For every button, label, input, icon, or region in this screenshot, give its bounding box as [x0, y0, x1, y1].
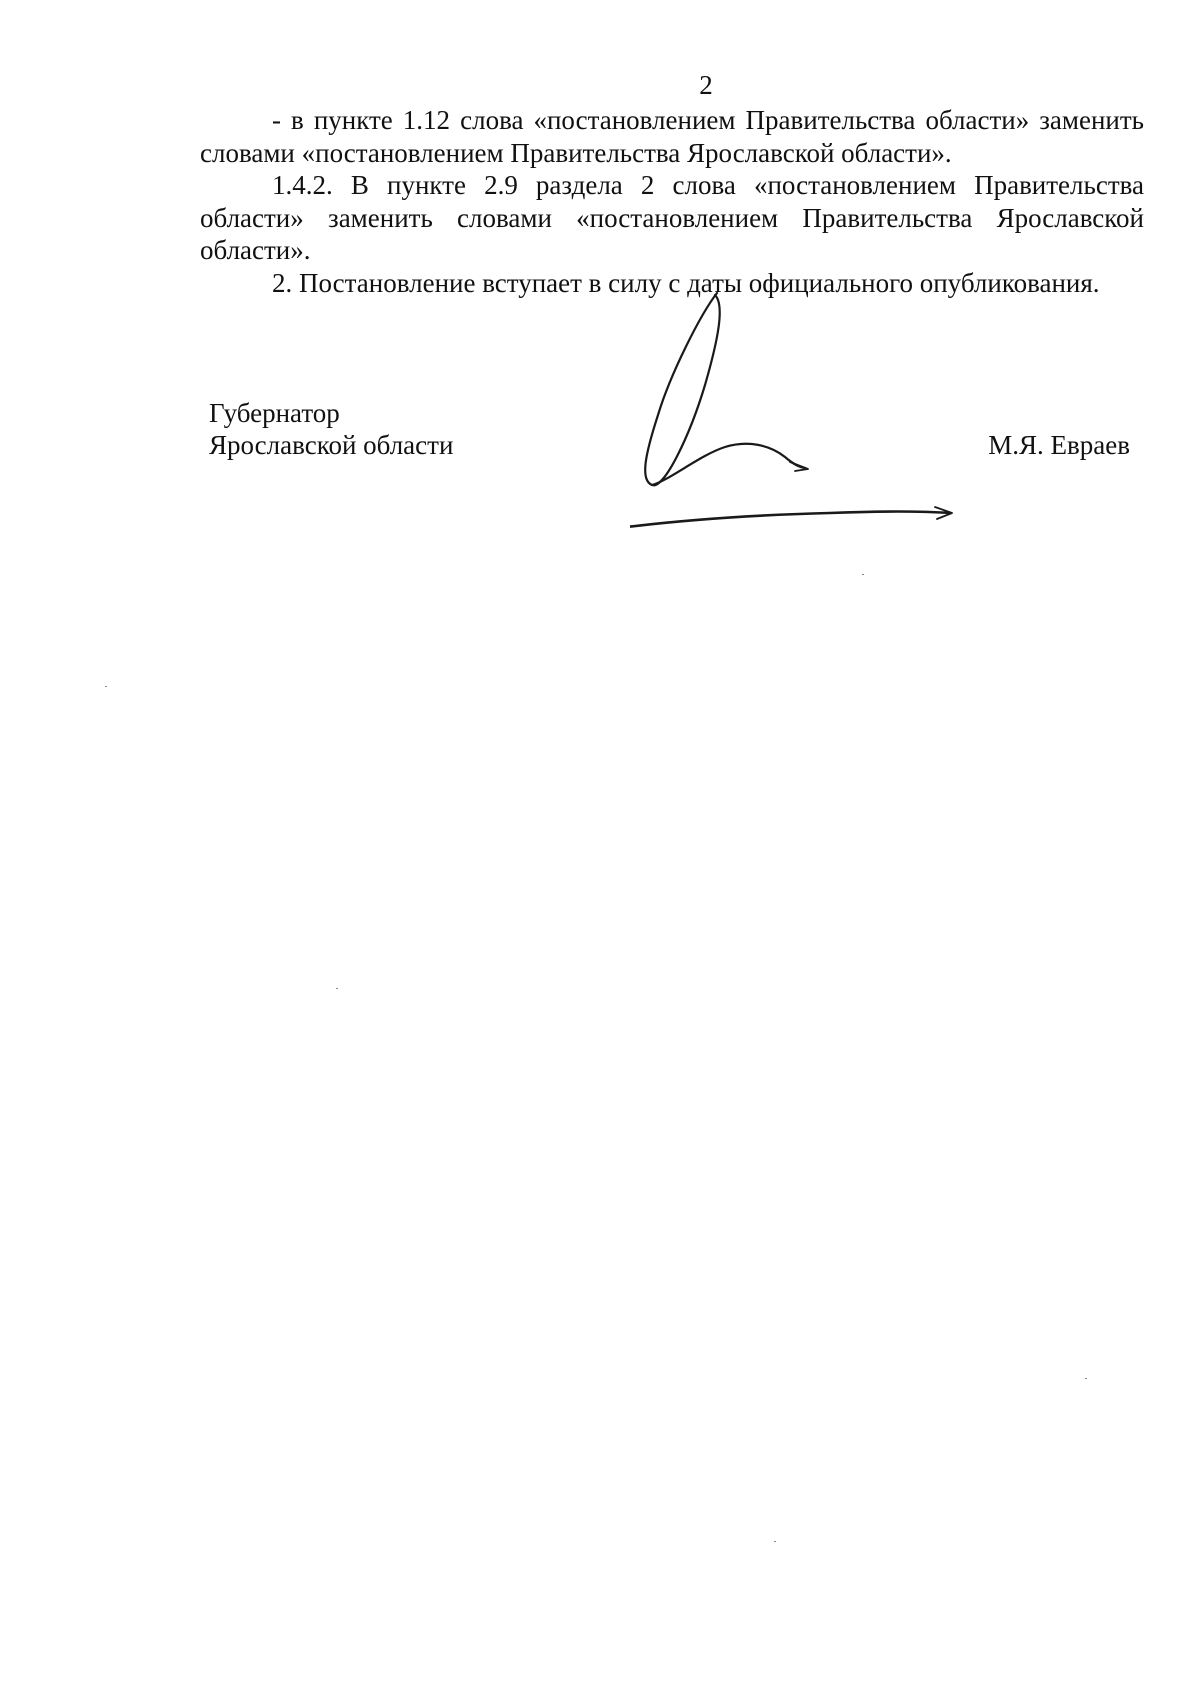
scan-speck	[105, 686, 107, 687]
page-number: 2	[699, 70, 713, 100]
paragraph-effective-date: 2. Постановление вступает в силу с даты официального опубликования.	[272, 267, 1100, 298]
scan-speck	[336, 988, 338, 989]
scan-speck	[1085, 1378, 1087, 1379]
scan-speck	[862, 574, 864, 575]
paragraph-1-4-2: 1.4.2. В пункте 2.9 раздела 2 слова «постановлением Правительства области» заменить словами «постановлением Правительства Ярославской области».	[200, 170, 1144, 265]
handwritten-signature	[630, 285, 1010, 545]
scan-speck	[774, 1541, 776, 1542]
signatory-title-line1: Губернатор	[209, 398, 340, 428]
signatory-name: М.Я. Евраев	[988, 430, 1130, 460]
signatory-title-line2: Ярославской области	[209, 430, 454, 460]
paragraph-amendment-1-12: - в пункте 1.12 слова «постановлением Правительства области» заменить словами «постановлением Правительства Ярославской области».	[200, 105, 1144, 168]
document-body	[200, 104, 1144, 299]
signatory-title	[209, 397, 453, 461]
